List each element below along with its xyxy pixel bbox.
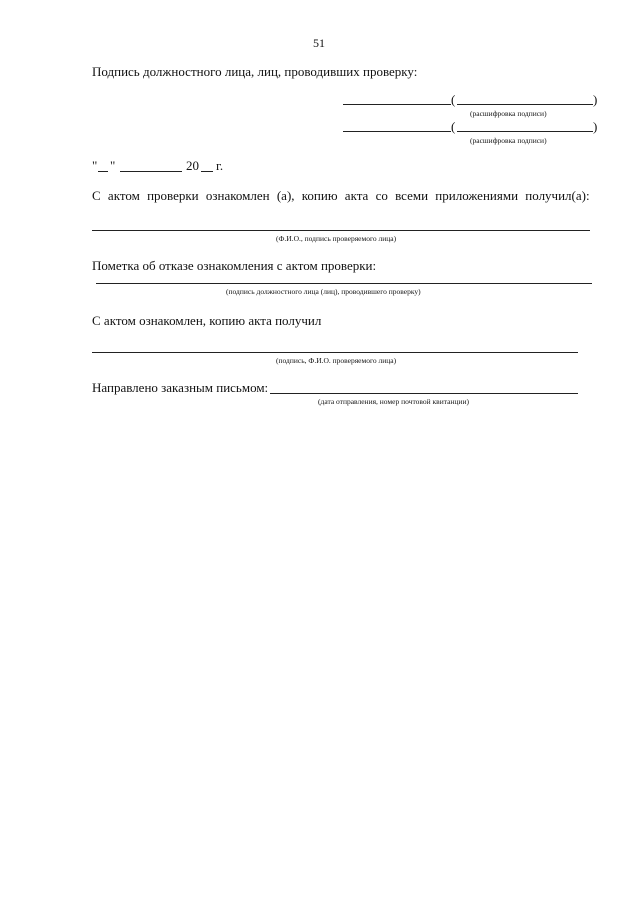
month-blank — [120, 171, 182, 172]
year-suffix: г. — [216, 158, 224, 173]
mail-line — [270, 393, 578, 394]
signature-line — [343, 104, 451, 105]
decoding-close-paren: ) — [593, 92, 598, 107]
received-text: С актом ознакомлен, копию акта получил — [92, 313, 322, 328]
date-quote-close: " — [110, 158, 116, 173]
day-blank — [98, 171, 108, 172]
received-caption: (подпись, Ф.И.О. проверяемого лица) — [276, 356, 397, 365]
decoding-caption: (расшифровка подписи) — [470, 109, 547, 118]
signature-heading: Подпись должностного лица, лиц, проводивших проверку: — [92, 64, 418, 79]
date-quote-open: " — [92, 158, 98, 173]
decoding-open-paren: ( — [451, 92, 456, 107]
received-line — [92, 352, 578, 353]
mail-caption: (дата отправления, номер почтовой квитанции) — [318, 397, 469, 406]
refusal-caption: (подпись должностного лица (лиц), проводившего проверку) — [226, 287, 421, 296]
acquainted-text: С актом проверки ознакомлен (а), копию акта со всеми приложениями получил(а): — [92, 188, 590, 203]
year-prefix: 20 — [186, 158, 199, 173]
acquainted-line — [92, 230, 590, 231]
decoding-close-paren: ) — [593, 119, 598, 134]
decoding-open-paren: ( — [451, 119, 456, 134]
signature-line — [343, 131, 451, 132]
decoding-line — [457, 131, 593, 132]
page-number: 51 — [313, 36, 325, 50]
acquainted-caption: (Ф.И.О., подпись проверяемого лица) — [276, 234, 397, 243]
decoding-line — [457, 104, 593, 105]
refusal-line — [96, 283, 592, 284]
decoding-caption: (расшифровка подписи) — [470, 136, 547, 145]
year-blank — [201, 171, 213, 172]
refusal-text: Пометка об отказе ознакомления с актом проверки: — [92, 258, 377, 273]
mail-text: Направлено заказным письмом: — [92, 380, 269, 395]
